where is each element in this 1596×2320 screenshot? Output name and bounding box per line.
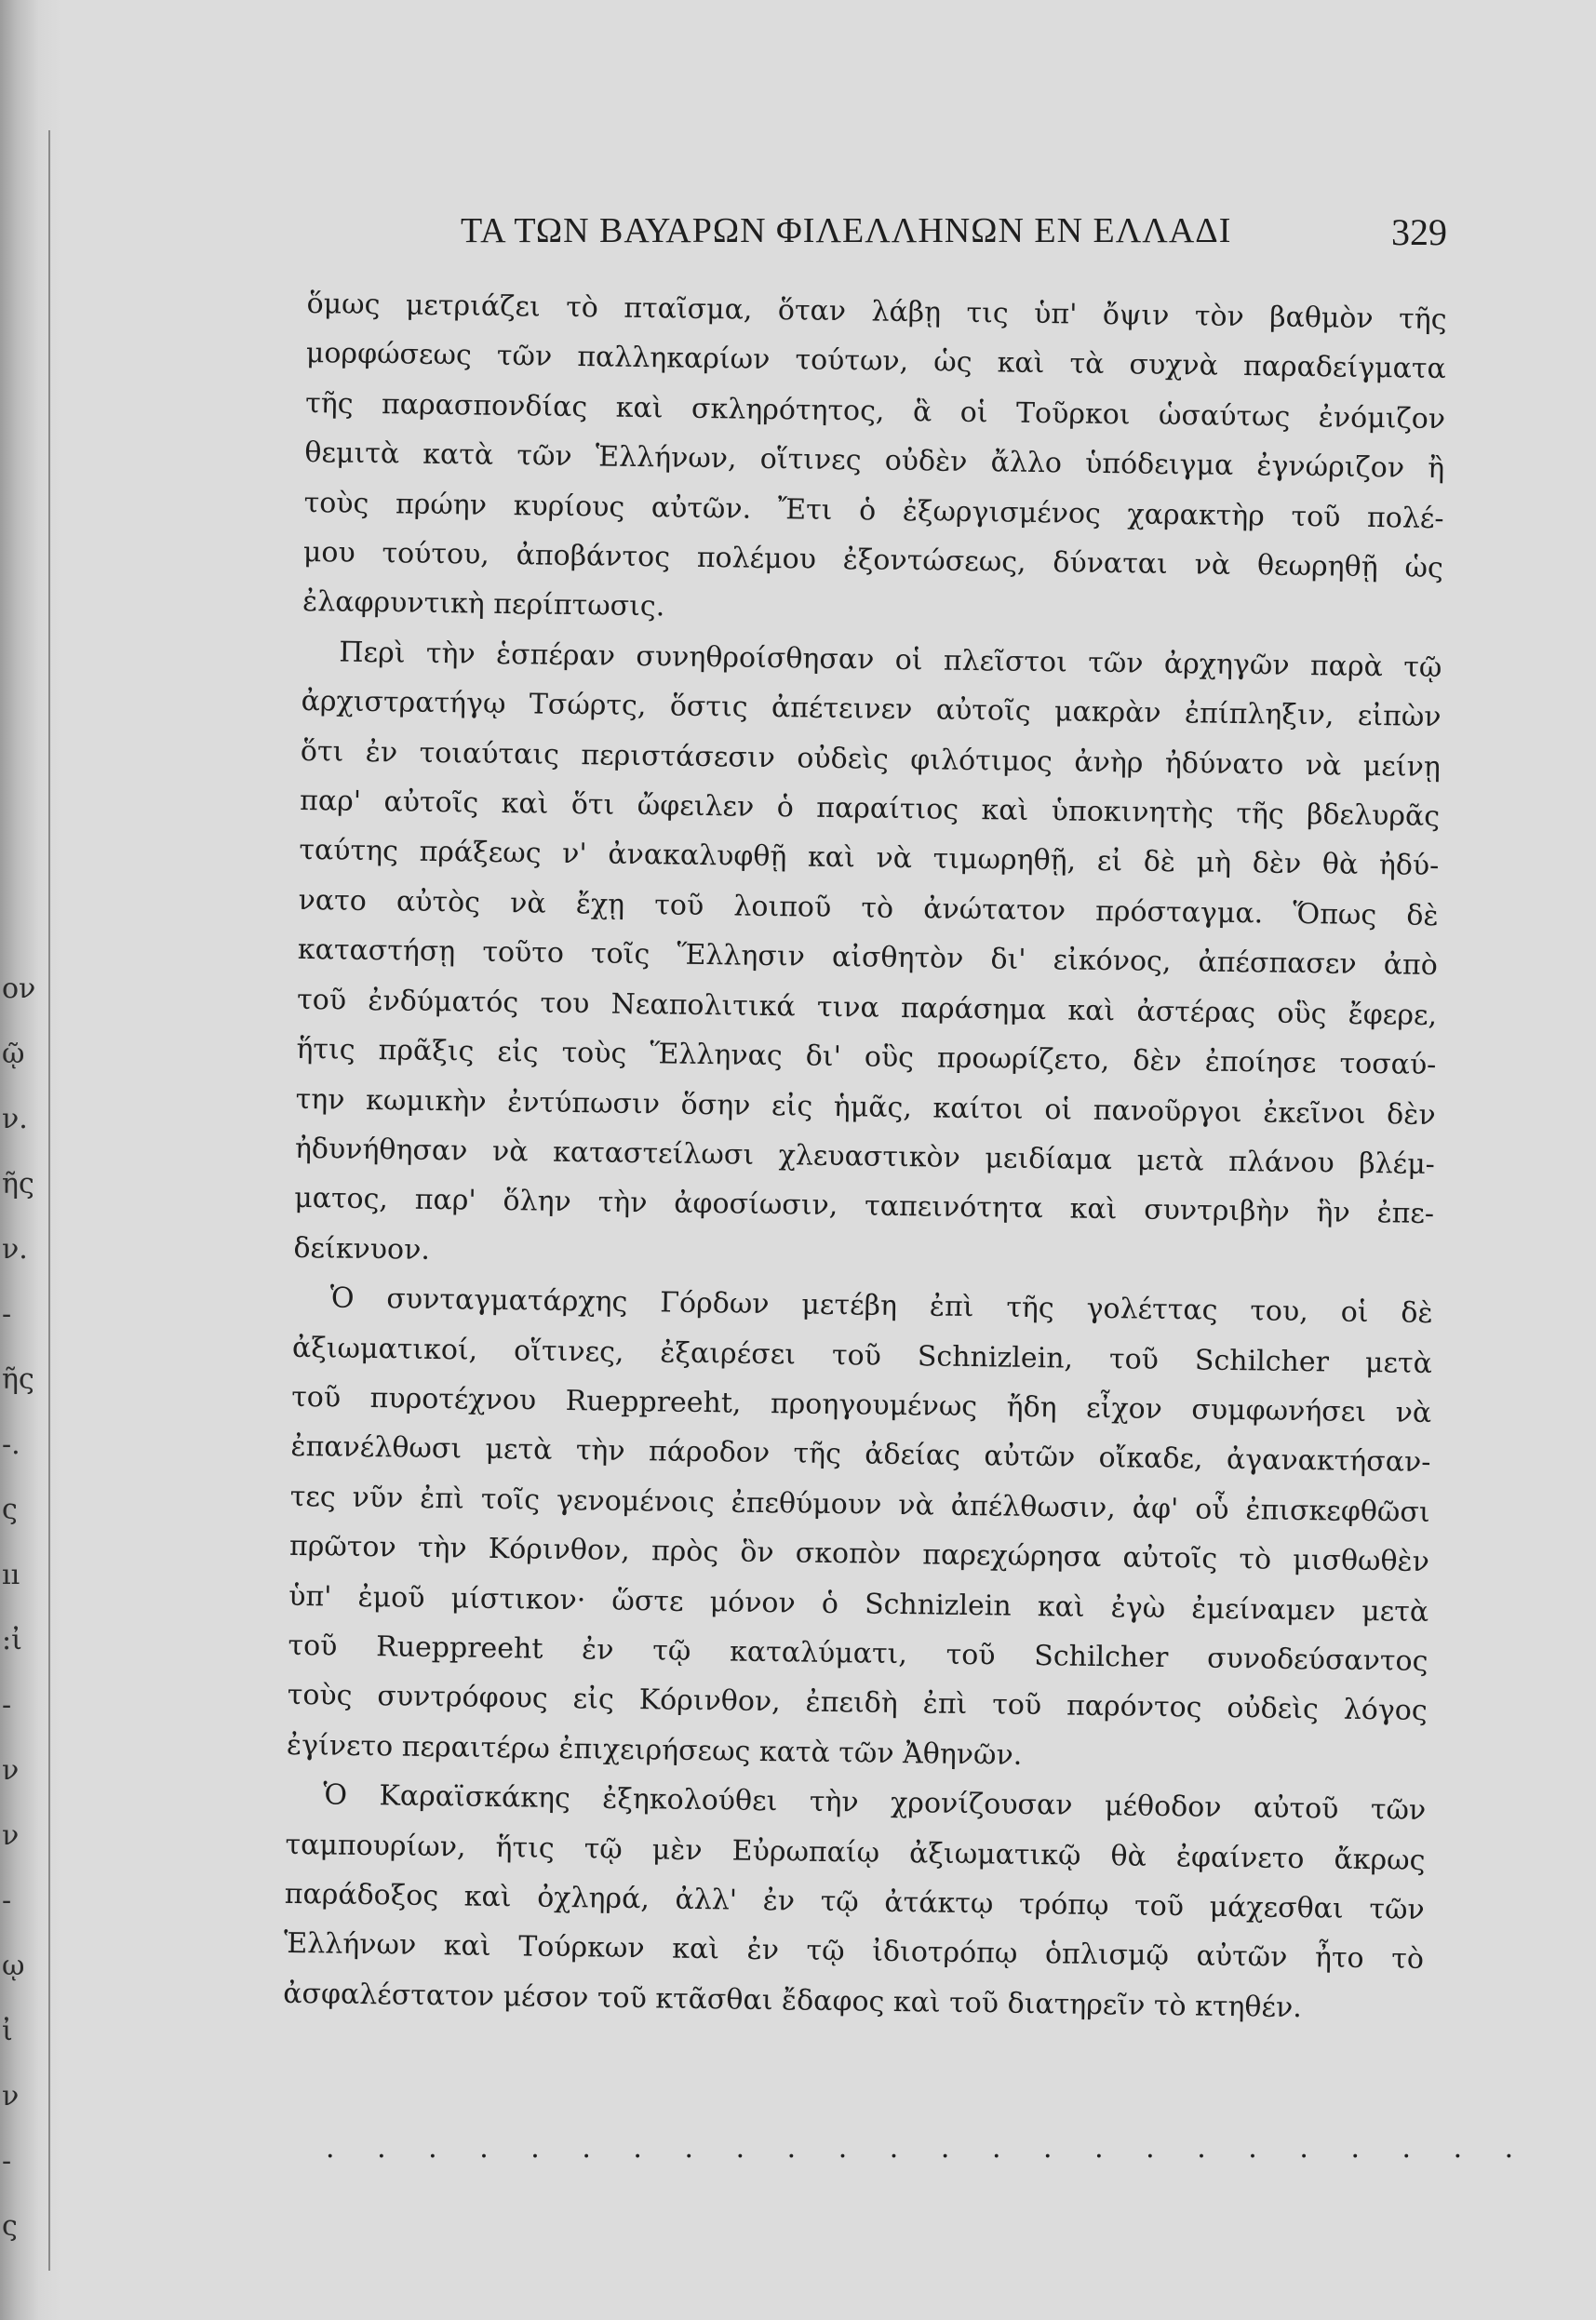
text-line: ταύτης πράξεως ν' ἀνακαλυφθῇ καὶ νὰ τιμωρηθῇ, εἰ δὲ μὴ δὲν θὰ ἠδύ- [299, 834, 1440, 883]
text-line: Ὁ Καραϊσκάκης ἐξηκολούθει τὴν χρονίζουσαν μέθοδον αὐτοῦ τῶν [323, 1778, 1427, 1828]
margin-fragment: :ἰ [2, 1624, 22, 1656]
text-line: ἀσφαλέστατον μέσον τοῦ κτᾶσθαι ἔδαφος καὶ τοῦ διατηρεῖν τὸ κτηθέν. [283, 1977, 1303, 2024]
margin-fragment: ον [2, 972, 36, 1005]
text-line: ὅτι ἐν τοιαύταις περιστάσεσιν οὐδεὶς φιλότιμος ἀνὴρ ἠδύνατο νὰ μείνῃ [300, 734, 1442, 784]
margin-fragment: ῳ [2, 1950, 25, 1982]
margin-fragment: ν [2, 2080, 20, 2112]
text-line: ἐγίνετο περαιτέρω ἐπιχειρήσεως κατὰ τῶν Ἀθηνῶν. [286, 1728, 1023, 1772]
text-line: τες νῦν ἐπὶ τοῖς γενομένοις ἐπεθύμουν νὰ ἀπέλθωσιν, ἀφ' οὗ ἐπισκεφθῶσι [289, 1480, 1430, 1529]
text-line: ὅμως μετριάζει τὸ πταῖσμα, ὅταν λάβῃ τις ὑπ' ὄψιν τὸν βαθμὸν τῆς [306, 287, 1447, 337]
text-line: παράδοξος καὶ ὀχληρά, ἀλλ' ἐν τῷ ἀτάκτῳ τρόπῳ τοῦ μάχεσθαι τῶν [284, 1877, 1425, 1926]
text-line: τοῦ Rueppreeht ἐν τῷ καταλύματι, τοῦ Schilcher συνοδεύσαντος [288, 1629, 1428, 1678]
margin-fragment: ν. [2, 1103, 28, 1135]
margin-fragment: ς [2, 2210, 18, 2243]
text-line: θεμιτὰ κατὰ τῶν Ἑλλήνων, οἵτινες οὐδὲν ἄλλο ὑπόδειγμα ἐγνώριζον ἢ [304, 436, 1445, 486]
margin-fragment: ῆς [2, 1363, 34, 1396]
margin-fragment: ἰ [2, 2015, 13, 2047]
text-line: Ἑλλήνων καὶ Τούρκων καὶ ἐν τῷ ἰδιοτρόπῳ ὁπλισμῷ αὐτῶν ἦτο τὸ [283, 1927, 1425, 1977]
margin-fragment: -. [2, 1428, 20, 1461]
running-title: ΤΑ ΤΩΝ ΒΑΥΑΡΩΝ ΦΙΛΕΛΛΗΝΩΝ ΕΝ ΕΛΛΑΔΙ [461, 211, 1232, 250]
text-line: ἀρχιστρατήγῳ Τσώρτς, ὅστις ἀπέτεινεν αὐτοῖς μακρὰν ἐπίπληξιν, εἰπὼν [301, 685, 1442, 734]
text-line: μορφώσεως τῶν παλληκαρίων τούτων, ὡς καὶ τὰ συχνὰ παραδείγματα [305, 337, 1447, 386]
text-line: ταμπουρίων, ἥτις τῷ μὲν Εὐρωπαίῳ ἀξιωματικῷ θὰ ἐφαίνετο ἄκρως [285, 1828, 1426, 1877]
text-line: ἐλαφρυντικὴ περίπτωσις. [302, 585, 665, 624]
text-line: τοὺς συντρόφους εἰς Κόρινθον, ἐπειδὴ ἐπὶ τοῦ παρόντος οὐδεὶς λόγος [287, 1679, 1428, 1728]
text-line: Ὁ συνταγματάρχης Γόρδων μετέβη ἐπὶ τῆς γολέττας του, οἱ δὲ [329, 1281, 1433, 1331]
text-line: τοῦ πυροτέχνου Rueppreeht, προηγουμένως ἤδη εἶχον συμφωνήσει νὰ [290, 1380, 1432, 1429]
body-text [283, 279, 1447, 2034]
text-line: παρ' αὐτοῖς καὶ ὅτι ὤφειλεν ὁ παραίτιος καὶ ὑποκινητὴς τῆς βδελυρᾶς [299, 785, 1441, 834]
margin-fragment: - [2, 1298, 12, 1331]
text-line: ἠδυνήθησαν νὰ καταστείλωσι χλευαστικὸν μειδίαμα μετὰ πλάνου βλέμ- [294, 1132, 1436, 1181]
margin-fragment: ıı [2, 1559, 20, 1591]
margin-fragment: - [2, 1689, 12, 1722]
paragraph [293, 627, 1442, 1289]
paragraph [302, 279, 1447, 643]
text-line: ματος, παρ' ὅλην τὴν ἀφοσίωσιν, ταπεινότητα καὶ συντριβὴν ἣν ἐπε- [293, 1182, 1435, 1231]
margin-fragment: ν [2, 1819, 20, 1852]
text-line: νατο αὐτὸς νὰ ἔχῃ τοῦ λοιποῦ τὸ ἀνώτατον πρόσταγμα. Ὅπως δὲ [298, 883, 1439, 932]
ellipsis-dots: · · · · · · · · · · · · · · · · · · · · · · · · [326, 2140, 1531, 2173]
text-line: ἥτις πρᾶξις εἰς τοὺς Ἕλληνας δι' οὓς προωρίζετο, δὲν ἐποίησε τοσαύ- [296, 1033, 1437, 1082]
margin-fragment: ν [2, 1754, 20, 1787]
text-line: τοὺς πρώην κυρίους αὐτῶν. Ἔτι ὁ ἐξωργισμένος χαρακτὴρ τοῦ πολέ- [303, 486, 1444, 535]
text-line: καταστήσῃ τοῦτο τοῖς Ἕλλησιν αἰσθητὸν δι' εἰκόνος, ἀπέσπασεν ἀπὸ [297, 933, 1439, 983]
text-line: ἀξιωματικοί, οἵτινες, ἐξαιρέσει τοῦ Schnizlein, τοῦ Schilcher μετὰ [291, 1331, 1433, 1380]
text-line: πρῶτον τὴν Κόρινθον, πρὸς ὃν σκοπὸν παρεχώρησα αὐτοῖς τὸ μισθωθὲν [288, 1530, 1430, 1579]
text-line: ἐπανέλθωσι μετὰ τὴν πάροδον τῆς ἀδείας αὐτῶν οἴκαδε, ἀγανακτήσαν- [290, 1430, 1431, 1480]
running-head [307, 210, 1447, 257]
margin-fragment: ῷ [2, 1038, 25, 1070]
text-line: τοῦ ἐνδύματός του Νεαπολιτικά τινα παράσημα καὶ ἀστέρας οὓς ἔφερε, [296, 983, 1438, 1032]
paragraph [283, 1770, 1427, 2034]
margin-fragment: ν. [2, 1233, 28, 1266]
book-page [283, 195, 1531, 2173]
margin-fragment: - [2, 1884, 12, 1917]
text-line: ὑπ' ἐμοῦ μίστικον· ὥστε μόνον ὁ Schnizlein καὶ ἐγὼ ἐμείναμεν μετὰ [288, 1579, 1429, 1629]
text-line: μου τούτου, ἀποβάντος πολέμου ἐξοντώσεως, δύναται νὰ θεωρηθῇ ὡς [302, 536, 1444, 585]
page-number: 329 [1391, 211, 1447, 253]
text-line: τῆς παρασπονδίας καὶ σκληρότητος, ἃ οἱ Τοῦρκοι ὡσαύτως ἐνόμιζον [304, 386, 1446, 436]
margin-fragment: - [2, 2145, 12, 2178]
margin-fragment: ῆς [2, 1168, 34, 1200]
text-line: Περὶ τὴν ἑσπέραν συνηθροίσθησαν οἱ πλεῖστοι τῶν ἀρχηγῶν παρὰ τῷ [339, 636, 1442, 684]
text-line: την κωμικὴν ἐντύπωσιν ὅσην εἰς ἡμᾶς, καίτοι οἱ πανοῦργοι ἐκεῖνοι δὲν [295, 1082, 1436, 1132]
book-gutter [0, 0, 279, 2320]
margin-fragment: ς [2, 1494, 18, 1526]
text-line: δείκνυον. [293, 1231, 431, 1267]
paragraph [287, 1273, 1433, 1786]
